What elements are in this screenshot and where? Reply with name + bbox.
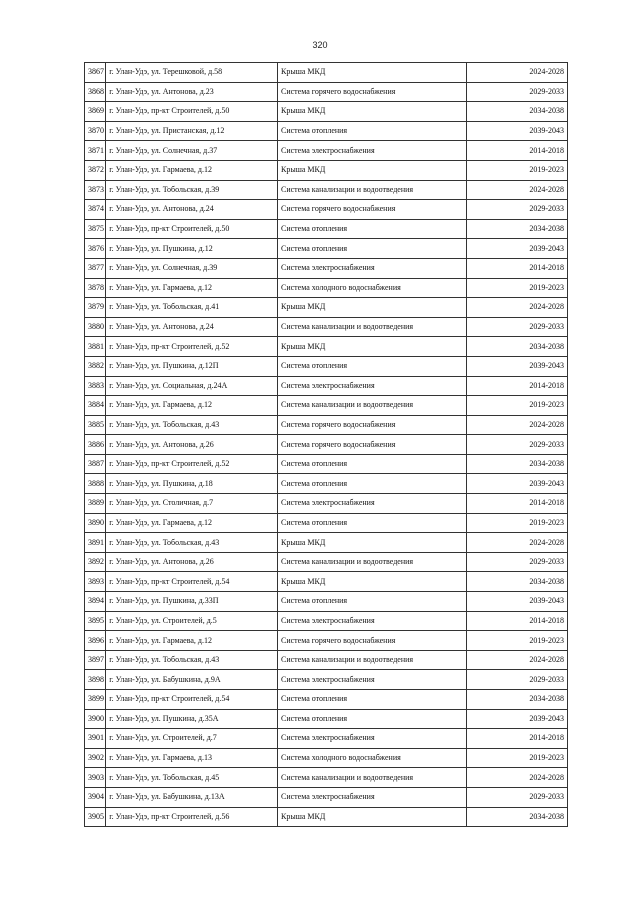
table-row <box>85 102 568 122</box>
row-number-cell: 3876 <box>85 239 106 259</box>
address-cell: г. Улан-Удэ, ул. Столичная, д.7 <box>106 494 278 514</box>
system-cell: Крыша МКД <box>277 807 466 827</box>
period-cell: 2014-2018 <box>466 141 567 161</box>
period-cell: 2024-2028 <box>466 298 567 318</box>
system-cell: Крыша МКД <box>277 298 466 318</box>
address-cell: г. Улан-Удэ, пр-кт Строителей, д.54 <box>106 690 278 710</box>
table-row <box>85 631 568 651</box>
table-row <box>85 513 568 533</box>
system-cell: Система отопления <box>277 219 466 239</box>
address-cell: г. Улан-Удэ, ул. Тобольская, д.39 <box>106 180 278 200</box>
system-cell: Система электроснабжения <box>277 141 466 161</box>
address-cell: г. Улан-Удэ, ул. Пристанская, д.12 <box>106 121 278 141</box>
row-number-cell: 3905 <box>85 807 106 827</box>
address-cell: г. Улан-Удэ, ул. Антонова, д.26 <box>106 552 278 572</box>
address-cell: г. Улан-Удэ, ул. Бабушкина, д.9А <box>106 670 278 690</box>
address-cell: г. Улан-Удэ, ул. Гармаева, д.12 <box>106 396 278 416</box>
period-cell: 2014-2018 <box>466 376 567 396</box>
table-row <box>85 494 568 514</box>
period-cell: 2029-2033 <box>466 82 567 102</box>
row-number-cell: 3880 <box>85 317 106 337</box>
period-cell: 2034-2038 <box>466 102 567 122</box>
table-row <box>85 278 568 298</box>
row-number-cell: 3894 <box>85 592 106 612</box>
period-cell: 2039-2043 <box>466 356 567 376</box>
table-row <box>85 63 568 83</box>
address-cell: г. Улан-Удэ, ул. Строителей, д.5 <box>106 611 278 631</box>
system-cell: Система канализации и водоотведения <box>277 552 466 572</box>
address-cell: г. Улан-Удэ, пр-кт Строителей, д.56 <box>106 807 278 827</box>
address-cell: г. Улан-Удэ, пр-кт Строителей, д.50 <box>106 219 278 239</box>
table-row <box>85 552 568 572</box>
table-body <box>85 63 568 827</box>
period-cell: 2014-2018 <box>466 729 567 749</box>
row-number-cell: 3899 <box>85 690 106 710</box>
system-cell: Система отопления <box>277 356 466 376</box>
address-cell: г. Улан-Удэ, пр-кт Строителей, д.52 <box>106 337 278 357</box>
row-number-cell: 3881 <box>85 337 106 357</box>
row-number-cell: 3886 <box>85 435 106 455</box>
table-row <box>85 435 568 455</box>
period-cell: 2019-2023 <box>466 396 567 416</box>
table-row <box>85 650 568 670</box>
row-number-cell: 3874 <box>85 200 106 220</box>
address-cell: г. Улан-Удэ, ул. Солнечная, д.37 <box>106 141 278 161</box>
row-number-cell: 3879 <box>85 298 106 318</box>
address-cell: г. Улан-Удэ, ул. Социальная, д.24А <box>106 376 278 396</box>
table-row <box>85 356 568 376</box>
system-cell: Крыша МКД <box>277 533 466 553</box>
address-cell: г. Улан-Удэ, ул. Пушкина, д.18 <box>106 474 278 494</box>
period-cell: 2039-2043 <box>466 474 567 494</box>
system-cell: Система электроснабжения <box>277 611 466 631</box>
table-row <box>85 690 568 710</box>
system-cell: Система холодного водоснабжения <box>277 748 466 768</box>
row-number-cell: 3900 <box>85 709 106 729</box>
period-cell: 2024-2028 <box>466 63 567 83</box>
address-cell: г. Улан-Удэ, пр-кт Строителей, д.52 <box>106 454 278 474</box>
row-number-cell: 3889 <box>85 494 106 514</box>
address-cell: г. Улан-Удэ, ул. Гармаева, д.13 <box>106 748 278 768</box>
period-cell: 2034-2038 <box>466 690 567 710</box>
address-cell: г. Улан-Удэ, ул. Антонова, д.24 <box>106 317 278 337</box>
address-cell: г. Улан-Удэ, ул. Солнечная, д.39 <box>106 258 278 278</box>
row-number-cell: 3878 <box>85 278 106 298</box>
period-cell: 2039-2043 <box>466 709 567 729</box>
table-row <box>85 533 568 553</box>
table-row <box>85 219 568 239</box>
table-row <box>85 258 568 278</box>
table-row <box>85 376 568 396</box>
table-row <box>85 454 568 474</box>
system-cell: Крыша МКД <box>277 160 466 180</box>
period-cell: 2039-2043 <box>466 239 567 259</box>
row-number-cell: 3875 <box>85 219 106 239</box>
system-cell: Система электроснабжения <box>277 494 466 514</box>
row-number-cell: 3868 <box>85 82 106 102</box>
row-number-cell: 3891 <box>85 533 106 553</box>
system-cell: Система отопления <box>277 239 466 259</box>
period-cell: 2029-2033 <box>466 670 567 690</box>
row-number-cell: 3901 <box>85 729 106 749</box>
period-cell: 2039-2043 <box>466 121 567 141</box>
row-number-cell: 3896 <box>85 631 106 651</box>
system-cell: Крыша МКД <box>277 102 466 122</box>
row-number-cell: 3885 <box>85 415 106 435</box>
row-number-cell: 3902 <box>85 748 106 768</box>
period-cell: 2034-2038 <box>466 572 567 592</box>
row-number-cell: 3892 <box>85 552 106 572</box>
row-number-cell: 3898 <box>85 670 106 690</box>
table-row <box>85 592 568 612</box>
row-number-cell: 3888 <box>85 474 106 494</box>
period-cell: 2019-2023 <box>466 278 567 298</box>
row-number-cell: 3873 <box>85 180 106 200</box>
table-row <box>85 200 568 220</box>
system-cell: Система канализации и водоотведения <box>277 396 466 416</box>
system-cell: Система отопления <box>277 709 466 729</box>
period-cell: 2024-2028 <box>466 768 567 788</box>
period-cell: 2034-2038 <box>466 219 567 239</box>
table-row <box>85 787 568 807</box>
address-cell: г. Улан-Удэ, ул. Гармаева, д.12 <box>106 278 278 298</box>
system-cell: Система горячего водоснабжения <box>277 435 466 455</box>
address-cell: г. Улан-Удэ, ул. Тобольская, д.41 <box>106 298 278 318</box>
row-number-cell: 3904 <box>85 787 106 807</box>
period-cell: 2039-2043 <box>466 592 567 612</box>
system-cell: Крыша МКД <box>277 63 466 83</box>
system-cell: Система электроснабжения <box>277 670 466 690</box>
period-cell: 2024-2028 <box>466 533 567 553</box>
address-cell: г. Улан-Удэ, ул. Тобольская, д.45 <box>106 768 278 788</box>
system-cell: Система отопления <box>277 474 466 494</box>
period-cell: 2024-2028 <box>466 415 567 435</box>
table-row <box>85 121 568 141</box>
system-cell: Система канализации и водоотведения <box>277 180 466 200</box>
table-row <box>85 298 568 318</box>
system-cell: Система отопления <box>277 513 466 533</box>
address-cell: г. Улан-Удэ, пр-кт Строителей, д.50 <box>106 102 278 122</box>
row-number-cell: 3872 <box>85 160 106 180</box>
period-cell: 2019-2023 <box>466 513 567 533</box>
address-cell: г. Улан-Удэ, ул. Бабушкина, д.13А <box>106 787 278 807</box>
system-cell: Система электроснабжения <box>277 376 466 396</box>
address-cell: г. Улан-Удэ, ул. Терешковой, д.58 <box>106 63 278 83</box>
table-row <box>85 317 568 337</box>
address-cell: г. Улан-Удэ, ул. Тобольская, д.43 <box>106 533 278 553</box>
row-number-cell: 3895 <box>85 611 106 631</box>
address-cell: г. Улан-Удэ, пр-кт Строителей, д.54 <box>106 572 278 592</box>
system-cell: Система канализации и водоотведения <box>277 650 466 670</box>
system-cell: Система горячего водоснабжения <box>277 82 466 102</box>
page-number: 320 <box>312 40 328 50</box>
period-cell: 2019-2023 <box>466 631 567 651</box>
row-number-cell: 3867 <box>85 63 106 83</box>
table-row <box>85 670 568 690</box>
row-number-cell: 3890 <box>85 513 106 533</box>
system-cell: Система горячего водоснабжения <box>277 415 466 435</box>
table-row <box>85 337 568 357</box>
address-cell: г. Улан-Удэ, ул. Гармаева, д.12 <box>106 631 278 651</box>
row-number-cell: 3869 <box>85 102 106 122</box>
address-cell: г. Улан-Удэ, ул. Пушкина, д.33П <box>106 592 278 612</box>
system-cell: Система горячего водоснабжения <box>277 200 466 220</box>
address-cell: г. Улан-Удэ, ул. Гармаева, д.12 <box>106 160 278 180</box>
row-number-cell: 3887 <box>85 454 106 474</box>
system-cell: Система электроснабжения <box>277 787 466 807</box>
address-cell: г. Улан-Удэ, ул. Антонова, д.23 <box>106 82 278 102</box>
table-row <box>85 160 568 180</box>
table-row <box>85 141 568 161</box>
system-cell: Система электроснабжения <box>277 258 466 278</box>
system-cell: Система отопления <box>277 592 466 612</box>
table-row <box>85 415 568 435</box>
system-cell: Крыша МКД <box>277 337 466 357</box>
period-cell: 2029-2033 <box>466 552 567 572</box>
row-number-cell: 3883 <box>85 376 106 396</box>
system-cell: Система канализации и водоотведения <box>277 317 466 337</box>
row-number-cell: 3903 <box>85 768 106 788</box>
system-cell: Система холодного водоснабжения <box>277 278 466 298</box>
table-row <box>85 611 568 631</box>
period-cell: 2014-2018 <box>466 611 567 631</box>
address-cell: г. Улан-Удэ, ул. Гармаева, д.12 <box>106 513 278 533</box>
period-cell: 2034-2038 <box>466 807 567 827</box>
period-cell: 2014-2018 <box>466 494 567 514</box>
address-cell: г. Улан-Удэ, ул. Тобольская, д.43 <box>106 650 278 670</box>
row-number-cell: 3893 <box>85 572 106 592</box>
address-cell: г. Улан-Удэ, ул. Пушкина, д.35А <box>106 709 278 729</box>
table-row <box>85 82 568 102</box>
table-row <box>85 748 568 768</box>
table-row <box>85 807 568 827</box>
address-cell: г. Улан-Удэ, ул. Антонова, д.24 <box>106 200 278 220</box>
table-row <box>85 709 568 729</box>
repair-schedule-table <box>84 62 568 827</box>
table-row <box>85 729 568 749</box>
period-cell: 2024-2028 <box>466 180 567 200</box>
period-cell: 2019-2023 <box>466 748 567 768</box>
address-cell: г. Улан-Удэ, ул. Пушкина, д.12П <box>106 356 278 376</box>
row-number-cell: 3871 <box>85 141 106 161</box>
period-cell: 2029-2033 <box>466 317 567 337</box>
row-number-cell: 3882 <box>85 356 106 376</box>
address-cell: г. Улан-Удэ, ул. Тобольская, д.43 <box>106 415 278 435</box>
table-row <box>85 396 568 416</box>
table-row <box>85 180 568 200</box>
row-number-cell: 3897 <box>85 650 106 670</box>
period-cell: 2024-2028 <box>466 650 567 670</box>
row-number-cell: 3870 <box>85 121 106 141</box>
system-cell: Система отопления <box>277 454 466 474</box>
system-cell: Система отопления <box>277 690 466 710</box>
table-row <box>85 768 568 788</box>
table-row <box>85 239 568 259</box>
period-cell: 2034-2038 <box>466 337 567 357</box>
period-cell: 2029-2033 <box>466 435 567 455</box>
period-cell: 2029-2033 <box>466 787 567 807</box>
period-cell: 2029-2033 <box>466 200 567 220</box>
period-cell: 2034-2038 <box>466 454 567 474</box>
row-number-cell: 3884 <box>85 396 106 416</box>
address-cell: г. Улан-Удэ, ул. Антонова, д.26 <box>106 435 278 455</box>
row-number-cell: 3877 <box>85 258 106 278</box>
period-cell: 2014-2018 <box>466 258 567 278</box>
address-cell: г. Улан-Удэ, ул. Строителей, д.7 <box>106 729 278 749</box>
system-cell: Система электроснабжения <box>277 729 466 749</box>
address-cell: г. Улан-Удэ, ул. Пушкина, д.12 <box>106 239 278 259</box>
system-cell: Крыша МКД <box>277 572 466 592</box>
table-row <box>85 474 568 494</box>
table-row <box>85 572 568 592</box>
period-cell: 2019-2023 <box>466 160 567 180</box>
system-cell: Система горячего водоснабжения <box>277 631 466 651</box>
system-cell: Система канализации и водоотведения <box>277 768 466 788</box>
system-cell: Система отопления <box>277 121 466 141</box>
